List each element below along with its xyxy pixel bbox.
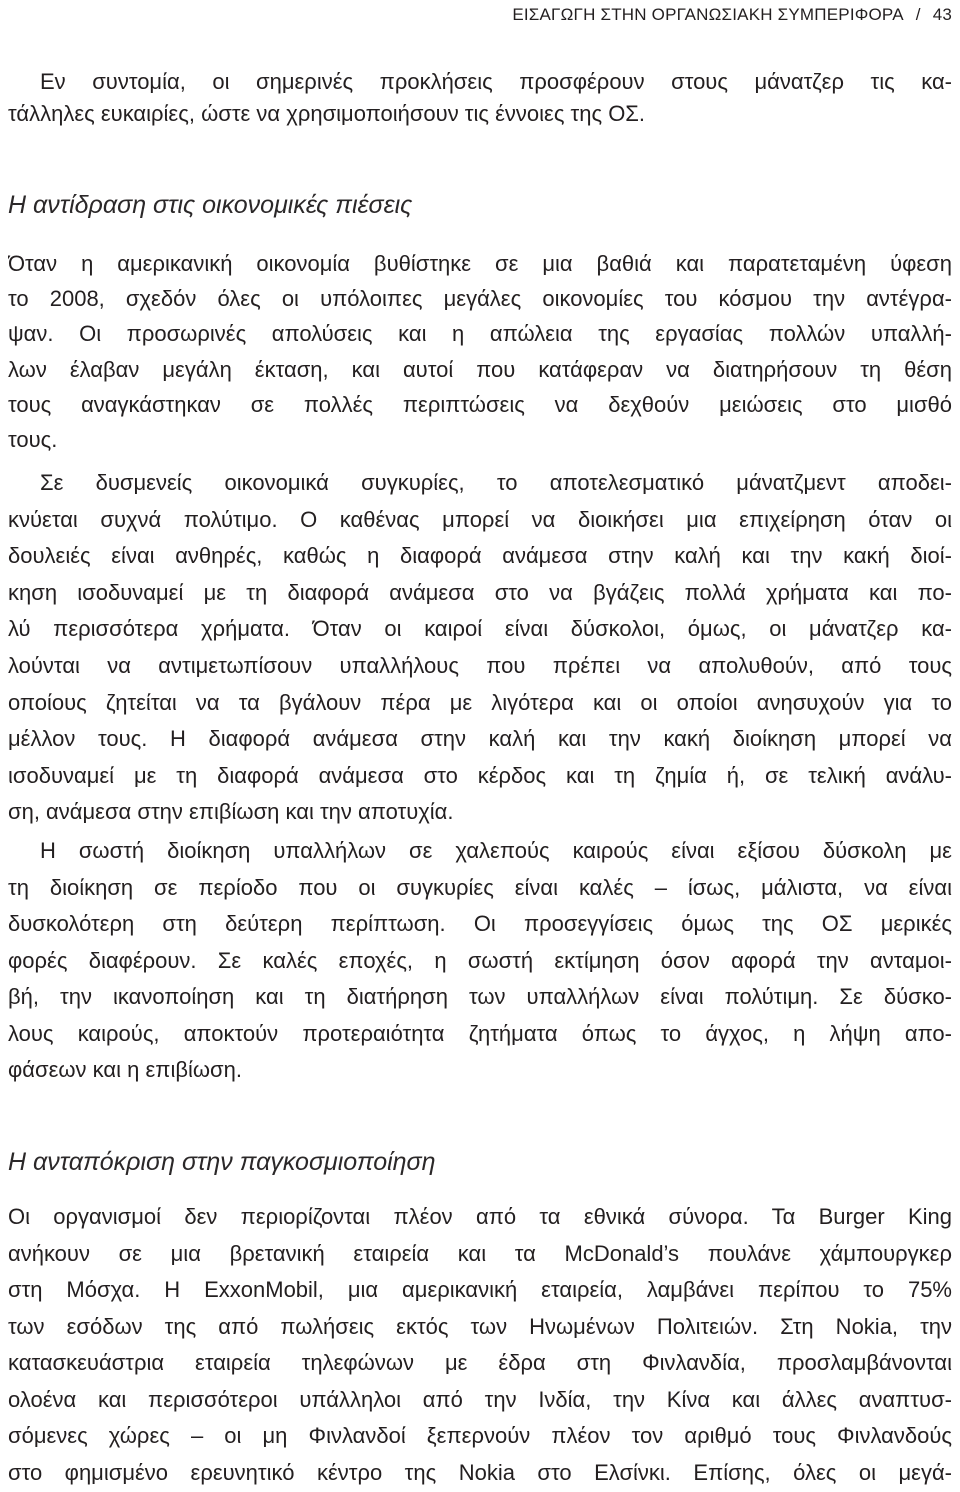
paragraph-line: φορές διαφέρουν. Σε καλές εποχές, η σωστή εκτίμηση όσον αφορά την ανταμοι-: [8, 947, 952, 973]
paragraph: [8, 246, 952, 457]
paragraph-line: κατασκευάστρια εταιρεία τηλεφώνων με έδρα στη Φινλανδία, προσλαμβάνονται: [8, 1350, 952, 1375]
paragraph-line: δουλειές είναι ανθηρές, καθώς η διαφορά ανάμεσα στην καλή και την κακή διοί-: [8, 543, 952, 569]
running-header: [512, 2, 952, 28]
paragraph-line: ανήκουν σε μια βρετανική εταιρεία και τα McDonald’s πουλάνε χάμπουργκερ: [8, 1240, 952, 1266]
paragraph-line: στη Μόσχα. Η ExxonMobil, μια αμερικανική εταιρεία, λαμβάνει περίπου το 75%: [8, 1277, 952, 1302]
paragraph-line: των εσόδων της από πωλήσεις εκτός των Ηνωμένων Πολιτειών. Στη Nokia, την: [8, 1313, 952, 1339]
paragraph-line: στο φημισμένο ερευνητικό κέντρο της Nokia στο Ελσίνκι. Επίσης, όλες οι μεγά-: [8, 1459, 952, 1485]
paragraph-line: τους.: [8, 426, 58, 452]
header-separator: /: [915, 5, 921, 24]
paragraph: [8, 833, 952, 1089]
paragraph-line: ολοένα και περισσότεροι υπάλληλοι από την Ινδία, την Κίνα και άλλες αναπτυσ-: [8, 1386, 952, 1412]
paragraph-line: σόμενες χώρες – οι μη Φινλανδοί ξεπερνούν πλέον τον αριθμό τους Φινλανδούς: [8, 1423, 952, 1448]
paragraph-line: λούνται να αντιμετωπίσουν υπαλλήλους που πρέπει να απολυθούν, από τους: [8, 652, 952, 678]
paragraph-line: ση, ανάμεσα στην επιβίωση και την αποτυχία.: [8, 799, 454, 825]
paragraph-line: φάσεων και η επιβίωση.: [8, 1057, 242, 1082]
paragraph-line: ψαν. Οι προσωρινές απολύσεις και η απώλεια της εργασίας πολλών υπαλλή-: [8, 321, 952, 347]
paragraph-line: Οι οργανισμοί δεν περιορίζονται πλέον από τα εθνικά σύνορα. Τα Burger King: [8, 1204, 952, 1229]
page-number: 43: [932, 5, 952, 24]
paragraph: [8, 465, 952, 831]
paragraph-line: λων έλαβαν μεγάλη έκταση, και αυτοί που κατάφεραν να διατηρήσουν τη θέση: [8, 356, 952, 382]
paragraph-line: τους αναγκάστηκαν σε πολλές περιπτώσεις να δεχθούν μειώσεις στο μισθό: [8, 391, 952, 417]
section-heading: Η ανταπόκριση στην παγκοσμιοποίηση: [8, 1148, 436, 1176]
paragraph-line: το 2008, σχεδόν όλες οι υπόλοιπες μεγάλες οικονομίες του κόσμου την αντέγρα-: [8, 286, 952, 312]
paragraph-line: λους καιρούς, αποκτούν προτεραιότητα ζητήματα όπως το άγχος, η λήψη απο-: [8, 1020, 952, 1046]
paragraph-line: βή, την ικανοποίηση και τη διατήρηση των υπαλλήλων είναι πολύτιμη. Σε δύσκο-: [8, 984, 952, 1009]
paragraph-line: Εν συντομία, οι σημερινές προκλήσεις προσφέρουν στους μάνατζερ τις κα-: [40, 69, 952, 94]
intro-paragraph: [8, 66, 952, 130]
paragraph-line: οποίους ζητείται να τα βγάλουν πέρα με λιγότερα και οι οποίοι ανησυχούν για το: [8, 689, 952, 715]
paragraph-line: κηση ισοδυναμεί με τη διαφορά ανάμεσα στο να βγάζεις πολλά χρήματα και πο-: [8, 579, 952, 605]
section-heading: Η αντίδραση στις οικονομικές πιέσεις: [8, 191, 413, 219]
paragraph-line: κνύεται συχνά πολύτιμο. Ο καθένας μπορεί να διοικήσει μια επιχείρηση όταν οι: [8, 506, 952, 532]
paragraph-line: Η σωστή διοίκηση υπαλλήλων σε χαλεπούς καιρούς είναι εξίσου δύσκολη με: [40, 838, 952, 863]
running-title: ΕΙΣΑΓΩΓΗ ΣΤΗΝ ΟΡΓΑΝΩΣΙΑΚΗ ΣΥΜΠΕΡΙΦΟΡΑ: [512, 5, 904, 24]
paragraph-line: τάλληλες ευκαιρίες, ώστε να χρησιμοποιήσουν τις έννοιες της ΟΣ.: [8, 101, 646, 126]
paragraph-line: Όταν η αμερικανική οικονομία βυθίστηκε σε μια βαθιά και παρατεταμένη ύφεση: [8, 251, 952, 276]
paragraph-line: μέλλον τους. Η διαφορά ανάμεσα στην καλή και την κακή διοίκηση μπορεί να: [8, 726, 952, 752]
paragraph: [8, 1199, 952, 1491]
paragraph-line: τη διοίκηση σε περίοδο που οι συγκυρίες είναι καλές – ίσως, μάλιστα, να είναι: [8, 874, 952, 900]
paragraph-line: λύ περισσότερα χρήματα. Όταν οι καιροί είναι δύσκολοι, όμως, οι μάνατζερ κα-: [8, 616, 952, 642]
paragraph-line: ισοδυναμεί με τη διαφορά ανάμεσα στο κέρδος και τη ζημία ή, σε τελική ανάλυ-: [8, 762, 952, 788]
paragraph-line: Σε δυσμενείς οικονομικά συγκυρίες, το αποτελεσματικό μάνατζμεντ αποδει-: [40, 470, 952, 495]
paragraph-line: δυσκολότερη στη δεύτερη περίπτωση. Οι προσεγγίσεις όμως της ΟΣ μερικές: [8, 911, 952, 936]
